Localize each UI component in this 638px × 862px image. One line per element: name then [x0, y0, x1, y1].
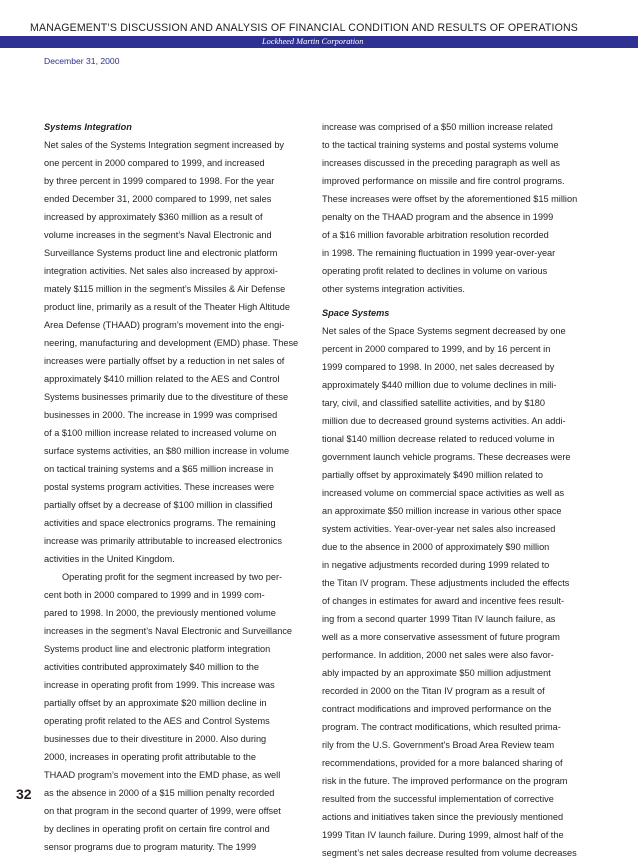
text-line: ably impacted by an approximate $50 million adjustment: [322, 668, 551, 678]
right-column: [322, 118, 594, 862]
text-line: activities and space electronics programs. The remaining: [44, 518, 276, 528]
text-line: neering, manufacturing and development (EMD) phase. These: [44, 338, 299, 348]
text-line: improved performance on missile and fire control programs.: [322, 176, 565, 186]
text-line: as the absence in 2000 of a $15 million penalty recorded: [44, 788, 275, 798]
text-line: performance. In addition, 2000 net sales were also favor-: [322, 650, 554, 660]
text-line: Area Defense (THAAD) program’s movement into the engi-: [44, 320, 285, 330]
text-line: increased by approximately $360 million as a result of: [44, 212, 263, 222]
text-line: pared to 1998. In 2000, the previously mentioned volume: [44, 608, 276, 618]
text-line: penalty on the THAAD program and the absence in 1999: [322, 212, 554, 222]
text-line: percent in 2000 compared to 1999, and by 16 percent in: [322, 344, 551, 354]
report-section-title: MANAGEMENT’S DISCUSSION AND ANALYSIS OF FINANCIAL CONDITION AND RESULTS OF OPERATIONS: [30, 22, 579, 34]
text-line: recorded in 2000 on the Titan IV program as a result of: [322, 686, 545, 696]
text-line: risk in the future. The improved performance on the program: [322, 776, 568, 786]
text-line: sensor programs due to program maturity. The 1999: [44, 842, 257, 852]
text-line: surface systems activities, an $80 million increase in volume: [44, 446, 290, 456]
text-line: increased volume on commercial space activities as well as: [322, 488, 565, 498]
text-line: to the tactical training systems and postal systems volume: [322, 140, 559, 150]
text-line: cent both in 2000 compared to 1999 and in 1999 com-: [44, 590, 265, 600]
text-line: well as a more conservative assessment of future program: [322, 632, 560, 642]
company-name: Lockheed Martin Corporation: [262, 37, 364, 46]
company-banner: [0, 36, 638, 48]
text-line: the Titan IV program. These adjustments included the effects: [322, 578, 570, 588]
text-line: activities contributed approximately $40 million to the: [44, 662, 259, 672]
text-line: by three percent in 1999 compared to 1998. For the year: [44, 176, 275, 186]
text-line: ended December 31, 2000 compared to 1999, net sales: [44, 194, 272, 204]
text-line: integration activities. Net sales also increased by approxi-: [44, 266, 278, 276]
text-line: businesses due to their divestiture in 2000. Also during: [44, 734, 267, 744]
text-line: volume increases in the segment’s Naval Electronic and: [44, 230, 272, 240]
text-line: increase was comprised of a $50 million increase related: [322, 122, 553, 132]
text-line: increase was primarily attributable to increased electronics: [44, 536, 282, 546]
text-line: 1999 compared to 1998. In 2000, net sales decreased by: [322, 362, 555, 372]
page-number: 32: [16, 786, 32, 802]
text-line: increases in the segment’s Naval Electronic and Surveillance: [44, 626, 293, 636]
report-date: December 31, 2000: [44, 56, 120, 66]
text-line: tional $140 million decrease related to reduced volume in: [322, 434, 555, 444]
text-line: by declines in operating profit on certain fire control and: [44, 824, 270, 834]
text-line: increases discussed in the preceding paragraph as well as: [322, 158, 560, 168]
text-line: resulted from the successful implementation of corrective: [322, 794, 554, 804]
text-line: on tactical training systems and a $65 million increase in: [44, 464, 274, 474]
text-line: businesses in 2000. The increase in 1999 was comprised: [44, 410, 278, 420]
text-line: of changes in estimates for award and incentive fees result-: [322, 596, 565, 606]
text-line: Operating profit for the segment increased by two per-: [62, 572, 283, 582]
text-line: government launch vehicle programs. These decreases were: [322, 452, 571, 462]
text-line: million due to decreased ground systems activities. An addi-: [322, 416, 566, 426]
text-line: activities in the United Kingdom.: [44, 554, 175, 564]
text-line: Systems businesses primarily due to the divestiture of these: [44, 392, 289, 402]
text-line: THAAD program’s movement into the EMD phase, as well: [44, 770, 281, 780]
left-column: [44, 118, 316, 856]
page-header: [0, 0, 638, 62]
text-line: increase in operating profit from 1999. This increase was: [44, 680, 275, 690]
text-line: contract modifications and improved performance on the: [322, 704, 552, 714]
text-line: 2000, increases in operating profit attributable to the: [44, 752, 256, 762]
text-line: an approximate $50 million increase in various other space: [322, 506, 562, 516]
text-line: of a $16 million favorable arbitration resolution recorded: [322, 230, 549, 240]
text-line: Systems product line and electronic platform integration: [44, 644, 271, 654]
text-line: system activities. Year-over-year net sales also increased: [322, 524, 556, 534]
text-line: segment’s net sales decrease resulted from volume decreases: [322, 848, 577, 858]
text-line: 1999 Titan IV launch failure. During 1999, almost half of the: [322, 830, 564, 840]
text-line: actions and initiatives taken since the previously mentioned: [322, 812, 564, 822]
text-line: Net sales of the Systems Integration segment increased by: [44, 140, 285, 150]
text-line: recommendations, provided for a more balanced sharing of: [322, 758, 563, 768]
text-line: product line, primarily as a result of the Theater High Altitude: [44, 302, 290, 312]
text-line: increases were partially offset by a reduction in net sales of: [44, 356, 285, 366]
text-line: approximately $440 million due to volume declines in mili-: [322, 380, 557, 390]
text-line: due to the absence in 2000 of approximately $90 million: [322, 542, 550, 552]
text-line: one percent in 2000 compared to 1999, and increased: [44, 158, 265, 168]
text-line: other systems integration activities.: [322, 284, 465, 294]
text-line: ing from a second quarter 1999 Titan IV launch failure, as: [322, 614, 556, 624]
text-line: in negative adjustments recorded during 1999 related to: [322, 560, 550, 570]
text-line: on that program in the second quarter of 1999, were offset: [44, 806, 281, 816]
text-line: postal systems program activities. These increases were: [44, 482, 275, 492]
text-line: mately $115 million in the segment’s Missiles & Air Defense: [44, 284, 286, 294]
text-line: approximately $410 million related to the AES and Control: [44, 374, 280, 384]
text-line: program. The contract modifications, which resulted prima-: [322, 722, 561, 732]
text-line: operating profit related to declines in volume on various: [322, 266, 548, 276]
text-line: These increases were offset by the aforementioned $15 million: [322, 194, 578, 204]
section-heading-space-systems: Space Systems: [322, 308, 390, 318]
text-line: partially offset by approximately $490 million related to: [322, 470, 543, 480]
text-line: partially offset by a decrease of $100 million in classified: [44, 500, 273, 510]
text-line: of a $100 million increase related to increased volume on: [44, 428, 277, 438]
text-line: Net sales of the Space Systems segment decreased by one: [322, 326, 566, 336]
section-heading-systems-integration: Systems Integration: [44, 122, 132, 132]
text-line: operating profit related to the AES and Control Systems: [44, 716, 270, 726]
text-line: in 1998. The remaining fluctuation in 1999 year-over-year: [322, 248, 556, 258]
text-line: partially offset by an approximate $20 million decline in: [44, 698, 267, 708]
text-line: tary, civil, and classified satellite activities, and by $180: [322, 398, 545, 408]
text-line: Surveillance Systems product line and electronic platform: [44, 248, 278, 258]
text-line: rily from the U.S. Government’s Broad Area Review team: [322, 740, 555, 750]
